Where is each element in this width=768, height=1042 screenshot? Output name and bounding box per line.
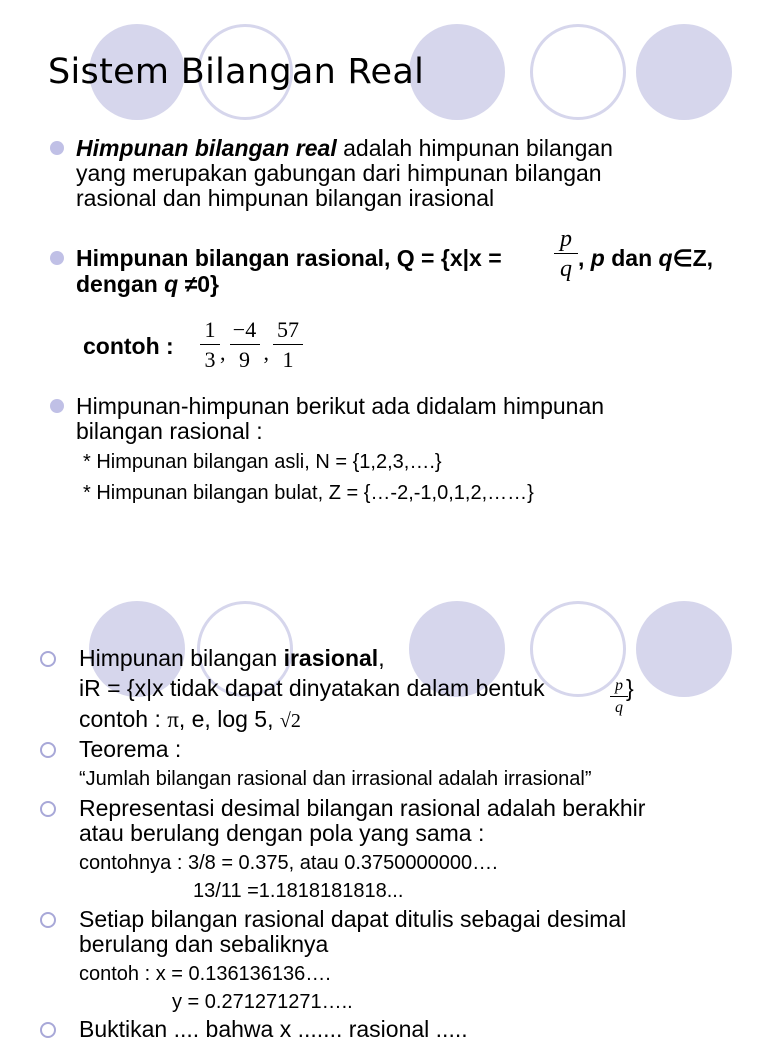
text-segment: , e, log 5, [178,706,280,732]
text-segment: ∈Z, [672,245,714,271]
fraction-item [230,316,260,375]
bullet-rational-line1-end [578,246,713,271]
irrational-examples [79,707,301,734]
fraction-denominator: 9 [239,347,250,372]
fraction-examples [200,316,303,375]
decor-ring [530,24,626,120]
repeating-line1: Setiap bilangan rasional dapat ditulis sebagai desimal [79,906,627,932]
text-segment: contoh : [79,706,168,732]
term-real: Himpunan bilangan real [76,135,337,161]
text-segment: q [164,271,179,297]
irrational-definition [79,676,545,701]
bullet-real-line3: rasional dan himpunan bilangan irasional [76,185,495,211]
text-segment: dengan [76,271,165,297]
text-segment: Himpunan bilangan [79,645,284,671]
decimal-example-1: contohnya : 3/8 = 0.375, atau 0.3750000000…. [79,852,498,874]
fraction-p-over-q [554,226,578,285]
comma: , [263,339,269,365]
contoh-label: contoh : [83,333,174,359]
fraction-numerator: p [610,676,628,697]
repeating-example-y: y = 0.271271271….. [172,991,353,1013]
sqrt-two: √2 [279,710,301,732]
decimal-example-2: 13/11 =1.1818181818... [193,880,404,902]
fraction-numerator: 1 [200,316,220,345]
repeating-example-x: contoh : x = 0.136136136…. [79,963,331,985]
text-segment: , [378,645,385,671]
bullet-subsets-line2: bilangan rasional : [76,418,263,444]
bullet-ring-icon [40,1022,56,1038]
decimal-rep-line1: Representasi desimal bilangan rasional adalah berakhir [79,795,646,821]
fraction-denominator: q [560,256,572,282]
fraction-item [200,316,220,375]
bullet-ring-icon [40,801,56,817]
bullet-real-line1 [76,136,613,161]
pi-symbol: π [167,707,179,732]
bullet-dot-icon [50,141,64,155]
bullet-subsets-line1: Himpunan-himpunan berikut ada didalam himpunan [76,393,605,419]
irrational-heading [79,646,385,671]
subset-natural: * Himpunan bilangan asli, N = {1,2,3,….} [83,451,442,473]
irrational-definition-end: } [626,675,634,701]
fraction-denominator: 1 [282,347,294,372]
text-segment: dan [604,245,659,271]
decimal-rep-line2: atau berulang dengan pola yang sama : [79,820,485,846]
text-segment: ≠0} [178,271,219,297]
theorem-statement: “Jumlah bilangan rasional dan irrasional adalah irrasional” [79,768,592,790]
proof-line: Buktikan .... bahwa x ....... rasional ..... [79,1016,468,1042]
bullet-rational-line1 [76,246,502,271]
text-segment: p [590,245,605,271]
subset-integer: * Himpunan bilangan bulat, Z = {…-2,-1,0,1,2,……} [83,482,534,504]
fraction-denominator: 3 [204,347,216,372]
bullet-ring-icon [40,651,56,667]
bullet-rational-line2 [76,272,219,297]
fraction-denominator: q [615,699,623,716]
fraction-numerator: −4 [230,316,260,345]
bullet-ring-icon [40,742,56,758]
bullet-dot-icon [50,399,64,413]
fraction-numerator: p [554,226,578,254]
fraction-numerator: 57 [273,316,303,345]
bullet-dot-icon [50,251,64,265]
comma: , [220,339,226,365]
decor-circle [636,601,732,697]
text-segment: iR = {x|x tidak dapat dinyatakan dalam bentuk [79,675,545,701]
bullet-ring-icon [40,912,56,928]
decor-circle [636,24,732,120]
theorem-heading: Teorema : [79,736,182,762]
repeating-line2: berulang dan sebaliknya [79,931,329,957]
slide-title: Sistem Bilangan Real [48,52,425,92]
text-segment: Himpunan bilangan rasional, Q = {x|x = [76,245,502,271]
term-irrational: irasional [283,645,379,671]
text-segment: , [578,245,591,271]
text-segment: q [658,245,673,271]
fraction-item [273,316,303,375]
bullet-real-line2: yang merupakan gabungan dari himpunan bilangan [76,160,602,186]
text-segment: adalah himpunan bilangan [336,135,613,161]
